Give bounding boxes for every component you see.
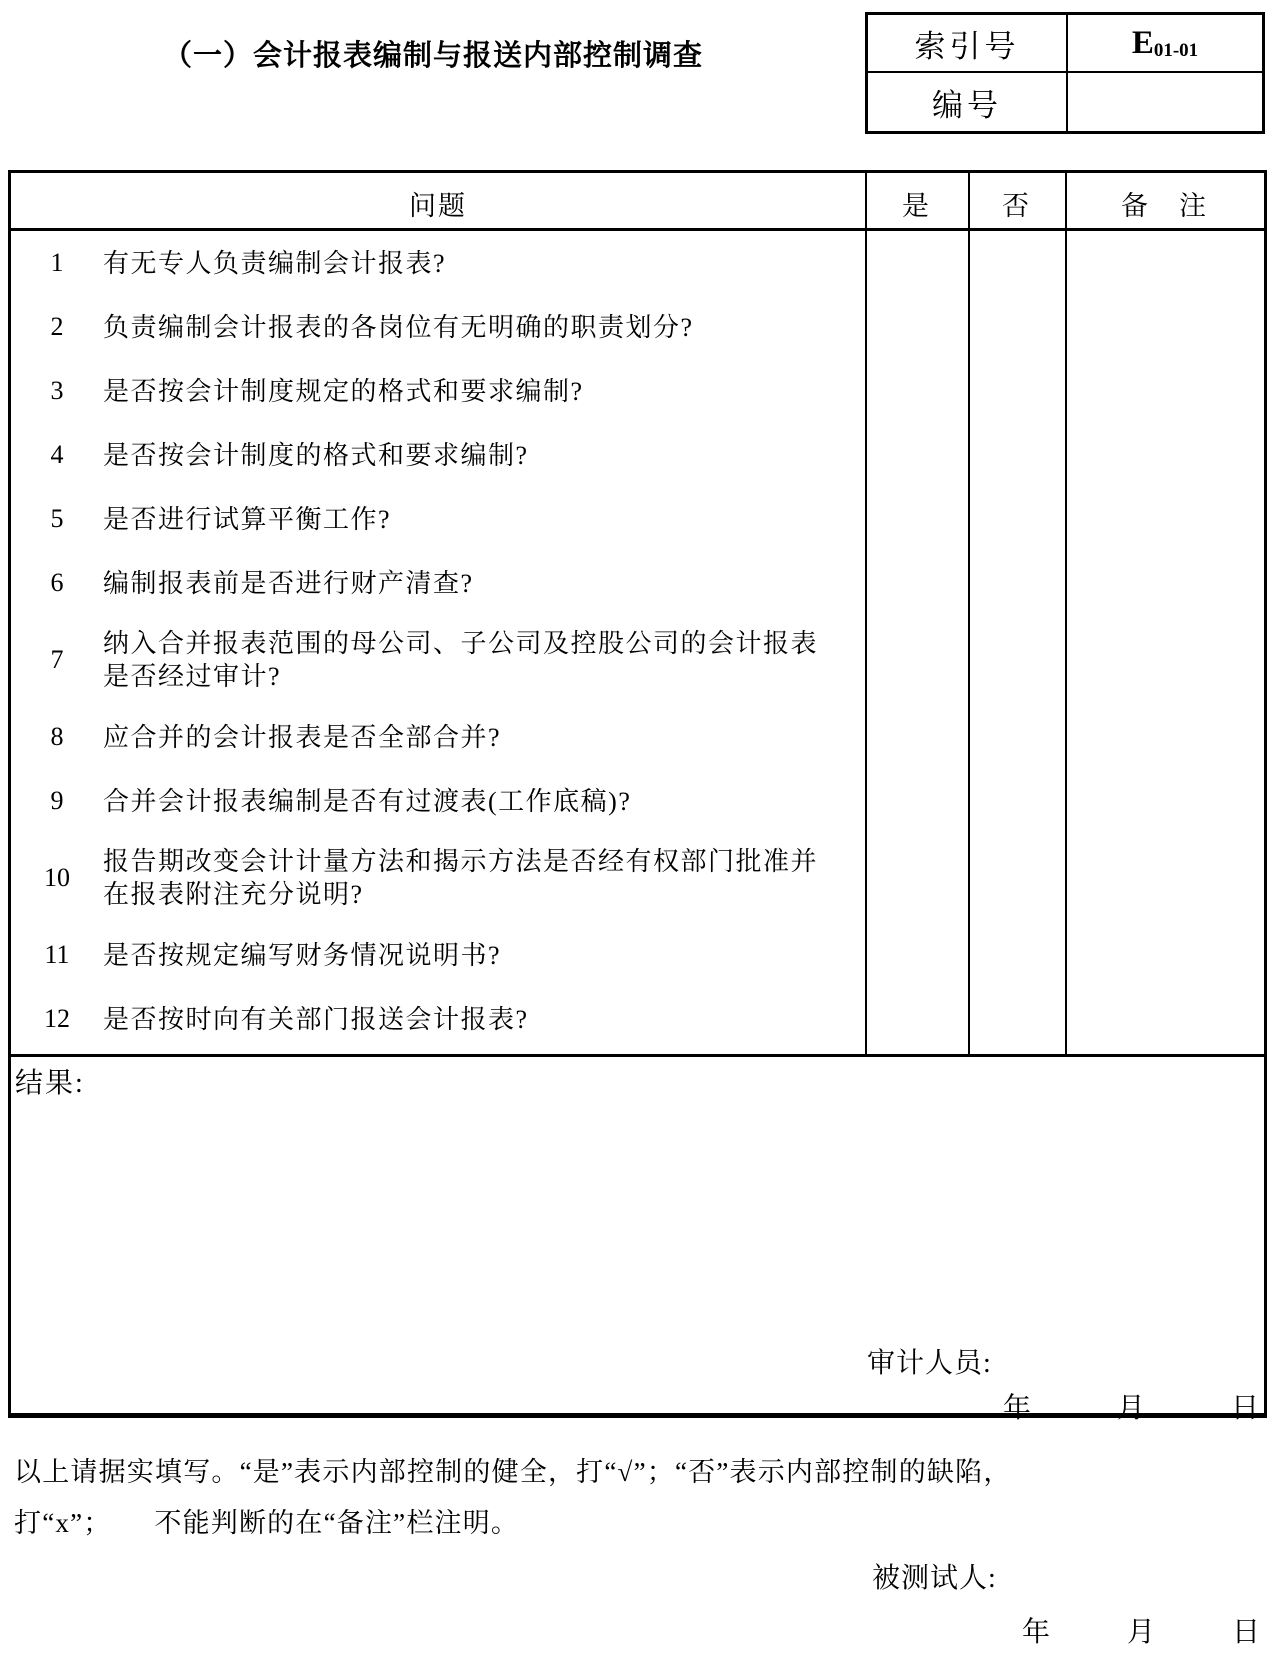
question-row [11,231,865,295]
question-row [11,923,865,987]
instruction-line-1: 以上请据实填写。“是”表示内部控制的健全，打“√”；“否”表示内部控制的缺陷， [14,1457,1012,1487]
page-title: （一）会计报表编制与报送内部控制调查 [163,40,704,72]
question-number: 4 [50,440,64,469]
question-text: 负责编制会计报表的各岗位有无明确的职责划分? [103,312,694,342]
question-number: 3 [50,376,64,405]
header-question: 问题 [409,191,467,221]
question-number: 5 [50,504,64,533]
question-row [11,423,865,487]
audit-date-year: 年 [1003,1393,1032,1424]
question-number: 10 [44,863,70,892]
question-row [11,987,865,1051]
index-number-value-main: E [1131,24,1154,61]
question-text: 编制报表前是否进行财产清查? [103,568,474,598]
testee-date-line [1022,1610,1260,1650]
question-text: 是否按会计制度的格式和要求编制? [103,440,529,470]
question-number: 9 [50,786,64,815]
serial-number-value [1068,73,1262,131]
question-text: 报告期改变会计计量方法和揭示方法是否经有权部门批准并在报表附注充分说明? [103,847,819,909]
index-box [865,12,1265,134]
question-text: 纳入合并报表范围的母公司、子公司及控股公司的会计报表是否经过审计? [103,629,819,691]
testee-label: 被测试人: [872,1563,997,1594]
auditor-label: 审计人员: [867,1348,992,1379]
question-row [11,359,865,423]
question-list [11,231,865,1051]
column-divider [1065,173,1067,1057]
question-number: 6 [50,568,64,597]
serial-number-label: 编号 [868,73,1068,131]
index-number-value-sub: 01-01 [1153,40,1199,61]
header-yes: 是 [902,191,931,221]
question-text: 有无专人负责编制会计报表? [103,248,447,278]
question-number: 7 [50,645,64,674]
question-row [11,769,865,833]
question-row [11,833,865,923]
question-row [11,705,865,769]
question-text: 合并会计报表编制是否有过渡表(工作底稿)? [103,786,632,816]
question-text: 应合并的会计报表是否全部合并? [103,722,502,752]
question-text: 是否进行试算平衡工作? [103,504,392,534]
question-row [11,295,865,359]
header-no: 否 [1002,191,1031,221]
instruction-line-2: 打“x”； 不能判断的在“备注”栏注明。 [14,1508,520,1538]
question-number: 8 [50,722,64,751]
question-number: 11 [44,940,70,969]
question-number: 2 [50,312,64,341]
index-number-value [1068,15,1262,73]
result-label: 结果: [15,1068,85,1099]
question-number: 1 [50,248,64,277]
result-separator-line [11,1054,1264,1057]
header-remark: 备 注 [1121,191,1208,221]
column-divider [865,173,867,1057]
audit-date-day: 日 [1230,1393,1259,1424]
column-divider [968,173,970,1057]
testee-date-year: 年 [1022,1617,1051,1648]
testee-date-day: 日 [1231,1617,1260,1648]
index-number-label: 索引号 [868,15,1068,73]
question-row [11,487,865,551]
question-row [11,615,865,705]
audit-date-month: 月 [1116,1393,1145,1424]
question-row [11,551,865,615]
question-text: 是否按会计制度规定的格式和要求编制? [103,376,584,406]
question-number: 12 [44,1004,70,1033]
survey-table [8,170,1267,1424]
question-text: 是否按时向有关部门报送会计报表? [103,1004,529,1034]
testee-date-month: 月 [1126,1617,1155,1648]
audit-date-line [1003,1386,1259,1426]
question-text: 是否按规定编写财务情况说明书? [103,940,502,970]
